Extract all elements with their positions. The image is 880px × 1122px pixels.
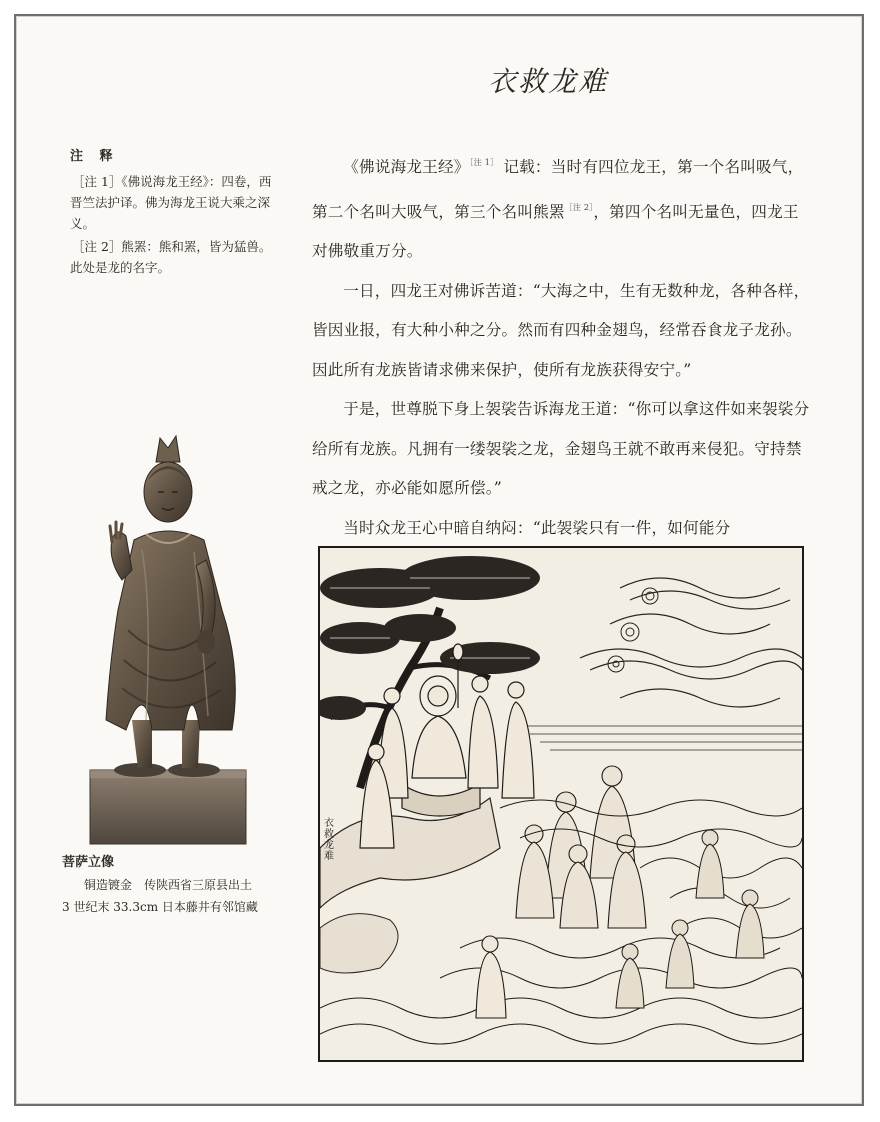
notes-heading: 注 释	[70, 149, 119, 164]
note-2: ［注 2］熊罴：熊和罴，皆为猛兽。此处是龙的名字。	[70, 239, 272, 275]
paragraph-1-part-a: 《佛说海龙王经》	[343, 158, 470, 176]
paragraph-3: 于是，世尊脱下身上袈裟告诉海龙王道：“你可以拿这件如来袈裟分给所有龙族。凡拥有一缕袈裟之龙，金翅鸟王就不敢再来侵犯。守持禁戒之龙，亦必能如愿所偿。”	[312, 400, 810, 497]
page-title: 衣救龙难	[488, 65, 609, 98]
paragraph-4: 当时众龙王心中暗自纳闷：“此袈裟只有一件，如何能分	[343, 518, 731, 537]
notes-section	[70, 146, 280, 280]
statue-caption	[62, 852, 302, 918]
footnote-ref-2[interactable]: ［注 2］	[564, 202, 594, 212]
caption-title: 菩萨立像	[62, 855, 115, 870]
paragraph-1-part-c: ，第四个名叫无量色，四龙王对佛敬重万分。	[312, 202, 799, 260]
footnote-ref-1[interactable]: ［注 1］	[469, 158, 499, 167]
bodhisattva-statue-image	[82, 430, 252, 850]
woodcut-illustration	[318, 546, 804, 1062]
paragraph-1-part-b: 记载：当时有四位龙王，第一个名叫吸气，第二个名叫大吸气，第三个名叫熊罴	[312, 158, 804, 221]
woodcut-scene	[320, 548, 802, 1060]
body-text	[312, 143, 812, 548]
paragraph-1	[312, 143, 812, 272]
caption-line-1: 铜造镀金 传陕西省三原县出土	[84, 878, 253, 892]
note-1: ［注 1］《佛说海龙王经》：四卷，西晋竺法护译。佛为海龙王说大乘之深义。	[70, 174, 272, 231]
woodcut-label: 衣救龙难	[324, 818, 334, 862]
paragraph-2: 一日，四龙王对佛诉苦道：“大海之中，生有无数种龙，各种各样，皆因业报，有大种小种之分。然而有四种金翅鸟，经常吞食龙子龙孙。因此所有龙族皆请求佛来保护，使所有龙族获得安宁。”	[312, 281, 810, 379]
caption-line-2: 3 世纪末 33.3cm 日本藤井有邻馆藏	[62, 900, 258, 914]
